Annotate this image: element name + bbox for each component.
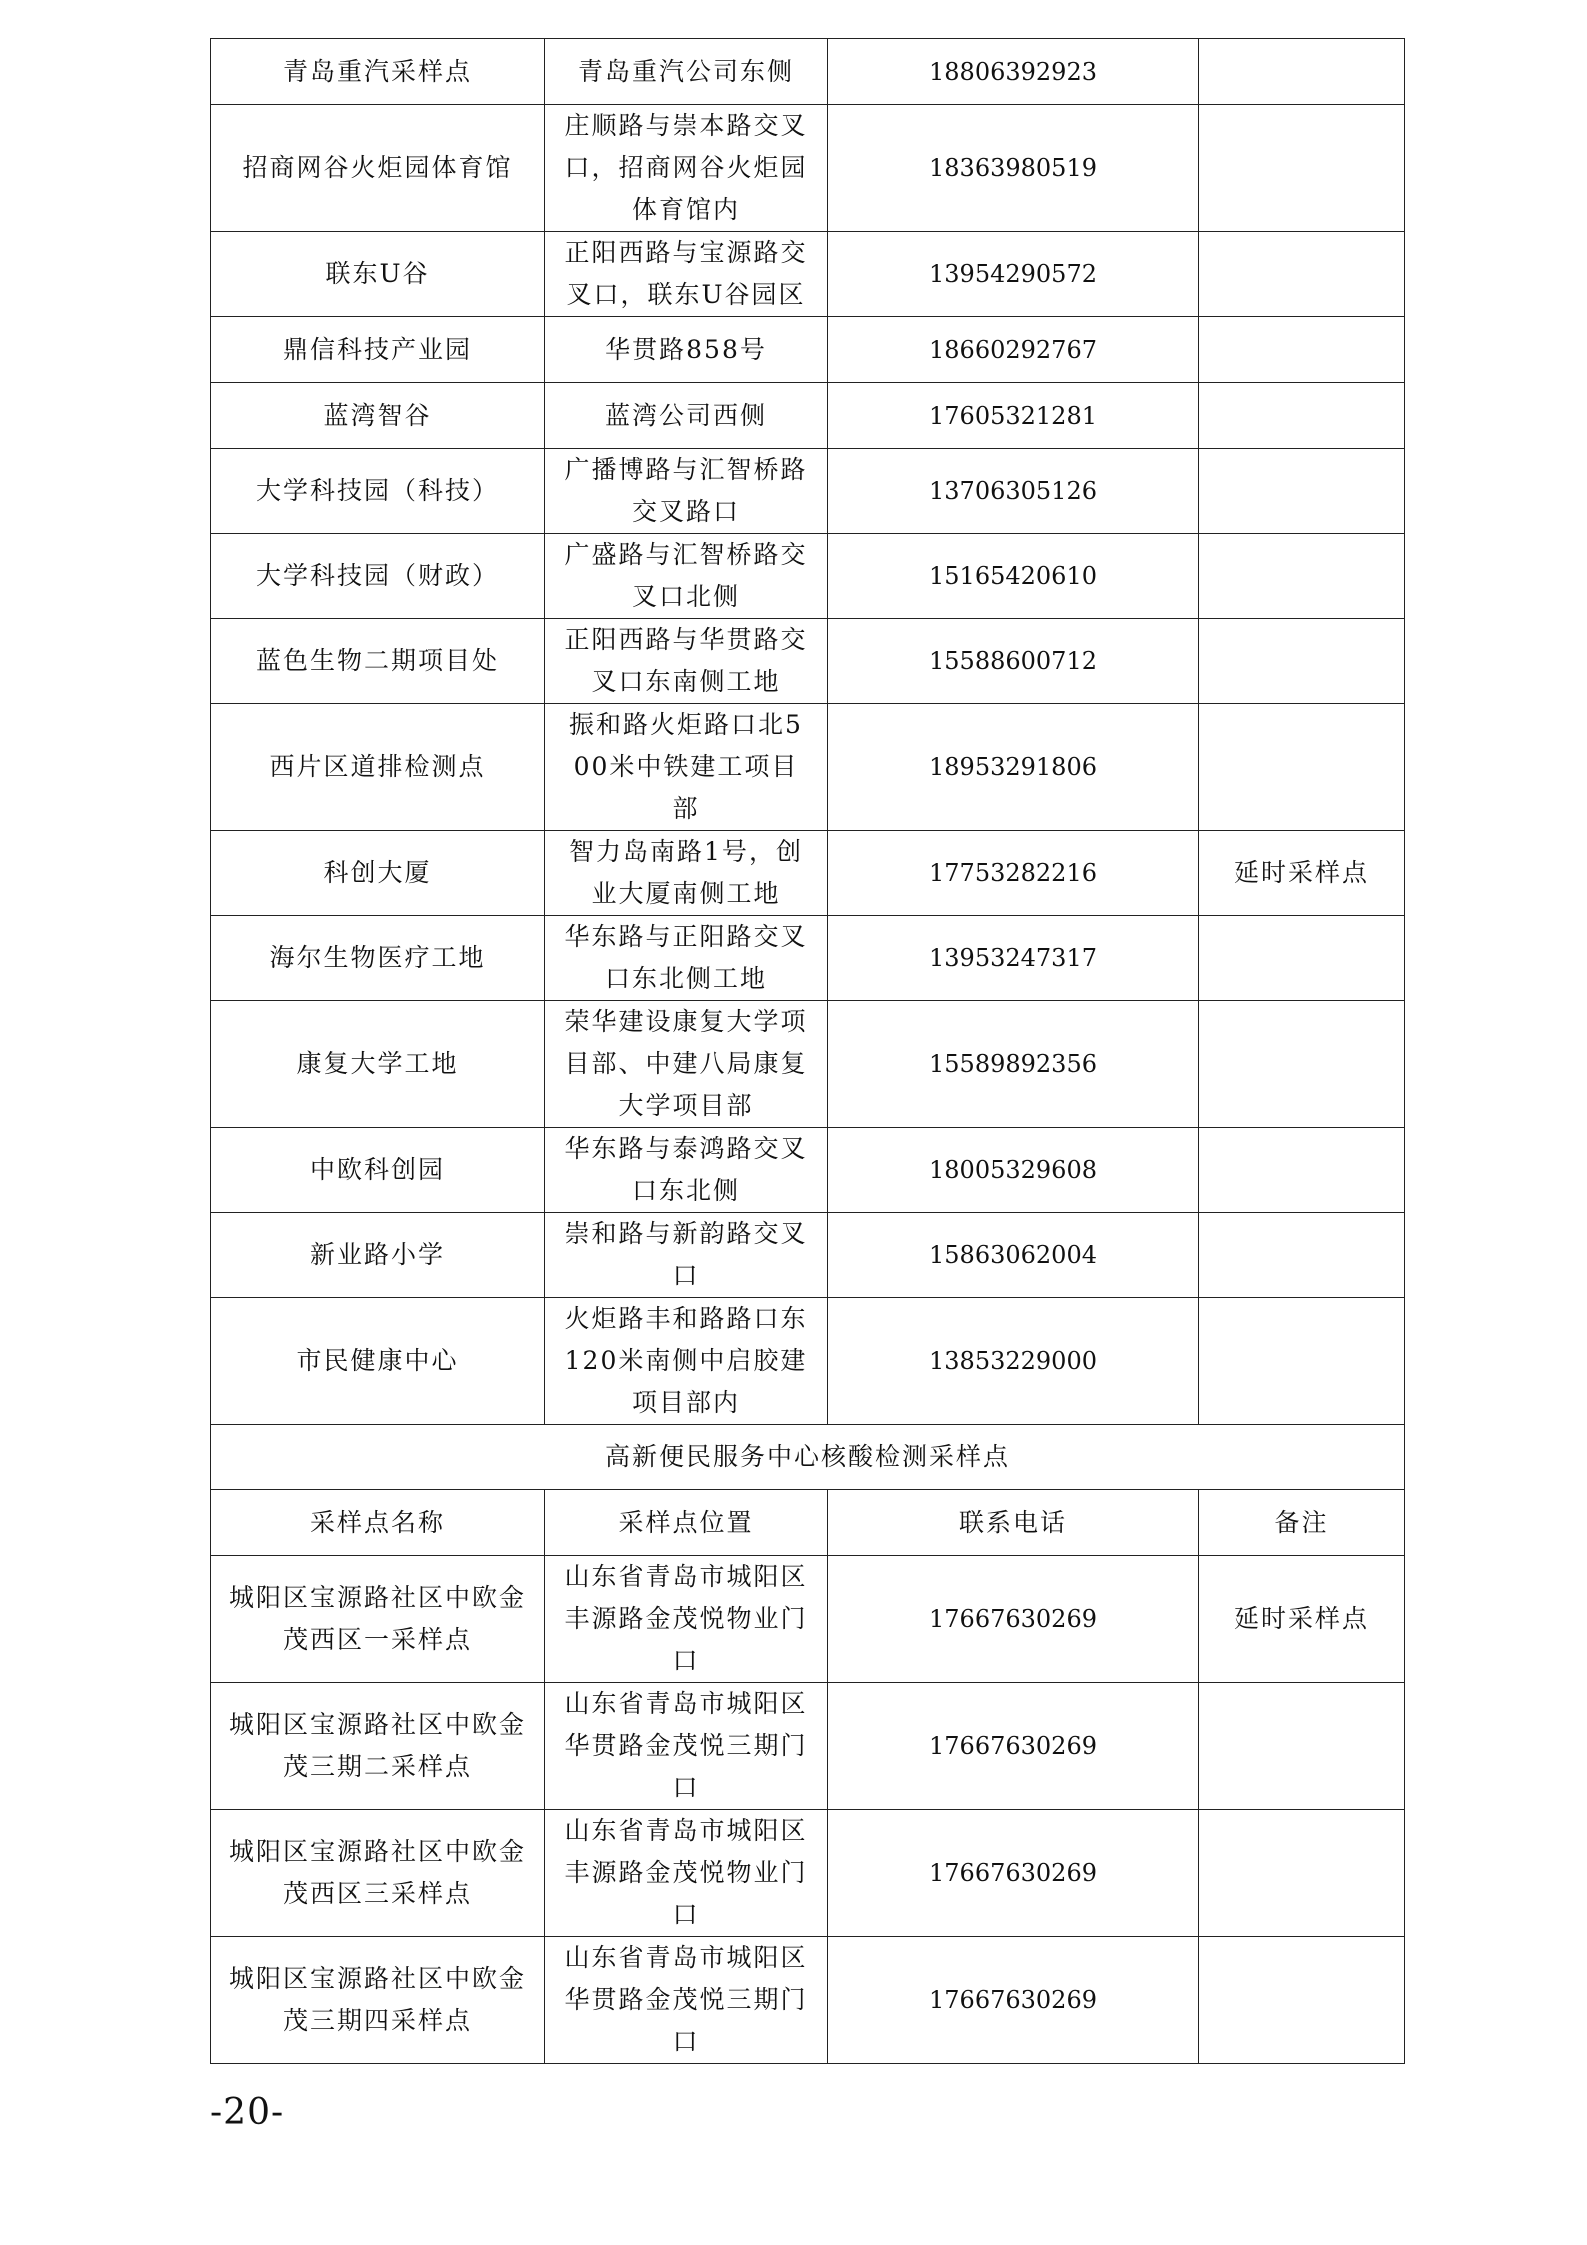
sample-point-name: 城阳区宝源路社区中欧金茂三期二采样点 xyxy=(211,1683,545,1810)
table-row xyxy=(211,39,1405,105)
note xyxy=(1199,449,1405,534)
sample-point-location: 蓝湾公司西侧 xyxy=(545,383,828,449)
contact-phone: 15863062004 xyxy=(828,1213,1199,1298)
sample-point-location: 荣华建设康复大学项目部、中建八局康复大学项目部 xyxy=(545,1001,828,1128)
table-row xyxy=(211,1298,1405,1425)
note xyxy=(1199,916,1405,1001)
section-title: 高新便民服务中心核酸检测采样点 xyxy=(211,1425,1405,1490)
sample-point-location: 庄顺路与崇本路交叉口，招商网谷火炬园体育馆内 xyxy=(545,105,828,232)
table-row xyxy=(211,1128,1405,1213)
contact-phone: 17667630269 xyxy=(828,1556,1199,1683)
note xyxy=(1199,704,1405,831)
sample-point-name: 大学科技园（财政） xyxy=(211,534,545,619)
contact-phone: 18005329608 xyxy=(828,1128,1199,1213)
contact-phone: 18363980519 xyxy=(828,105,1199,232)
contact-phone: 18953291806 xyxy=(828,704,1199,831)
contact-phone: 13953247317 xyxy=(828,916,1199,1001)
note xyxy=(1199,232,1405,317)
table-row xyxy=(211,1937,1405,2064)
table-row xyxy=(211,317,1405,383)
sample-point-location: 华东路与正阳路交叉口东北侧工地 xyxy=(545,916,828,1001)
sample-point-name: 青岛重汽采样点 xyxy=(211,39,545,105)
table-row xyxy=(211,1810,1405,1937)
note xyxy=(1199,39,1405,105)
sample-point-location: 山东省青岛市城阳区华贯路金茂悦三期门口 xyxy=(545,1937,828,2064)
header-row xyxy=(211,1490,1405,1556)
note xyxy=(1199,619,1405,704)
note xyxy=(1199,1810,1405,1937)
contact-phone: 13853229000 xyxy=(828,1298,1199,1425)
contact-phone: 17667630269 xyxy=(828,1810,1199,1937)
note xyxy=(1199,1213,1405,1298)
page-number: -20- xyxy=(210,2092,285,2133)
table-row xyxy=(211,383,1405,449)
note xyxy=(1199,534,1405,619)
note xyxy=(1199,317,1405,383)
note xyxy=(1199,1001,1405,1128)
note xyxy=(1199,1298,1405,1425)
header-phone: 联系电话 xyxy=(828,1490,1199,1556)
section-title-row xyxy=(211,1425,1405,1490)
table-row xyxy=(211,105,1405,232)
note: 延时采样点 xyxy=(1199,1556,1405,1683)
sample-point-name: 大学科技园（科技） xyxy=(211,449,545,534)
sample-point-name: 海尔生物医疗工地 xyxy=(211,916,545,1001)
table-row xyxy=(211,619,1405,704)
contact-phone: 15589892356 xyxy=(828,1001,1199,1128)
contact-phone: 15588600712 xyxy=(828,619,1199,704)
contact-phone: 17667630269 xyxy=(828,1683,1199,1810)
table-row xyxy=(211,449,1405,534)
sample-point-location: 华东路与泰鸿路交叉口东北侧 xyxy=(545,1128,828,1213)
table-row xyxy=(211,1213,1405,1298)
sample-point-location: 山东省青岛市城阳区丰源路金茂悦物业门口 xyxy=(545,1810,828,1937)
sample-point-location: 华贯路858号 xyxy=(545,317,828,383)
table-row xyxy=(211,232,1405,317)
table-row xyxy=(211,704,1405,831)
sample-point-location: 振和路火炬路口北500米中铁建工项目部 xyxy=(545,704,828,831)
sample-point-name: 中欧科创园 xyxy=(211,1128,545,1213)
sample-point-location: 正阳西路与宝源路交叉口，联东U谷园区 xyxy=(545,232,828,317)
sample-point-name: 城阳区宝源路社区中欧金茂西区一采样点 xyxy=(211,1556,545,1683)
table-row xyxy=(211,1556,1405,1683)
sample-point-name: 西片区道排检测点 xyxy=(211,704,545,831)
contact-phone: 17667630269 xyxy=(828,1937,1199,2064)
note xyxy=(1199,105,1405,232)
note xyxy=(1199,1683,1405,1810)
sample-point-location: 山东省青岛市城阳区丰源路金茂悦物业门口 xyxy=(545,1556,828,1683)
sample-point-name: 康复大学工地 xyxy=(211,1001,545,1128)
contact-phone: 15165420610 xyxy=(828,534,1199,619)
sample-point-name: 鼎信科技产业园 xyxy=(211,317,545,383)
sample-point-location: 火炬路丰和路路口东120米南侧中启胶建项目部内 xyxy=(545,1298,828,1425)
sample-point-location: 广播博路与汇智桥路交叉路口 xyxy=(545,449,828,534)
sample-point-name: 市民健康中心 xyxy=(211,1298,545,1425)
contact-phone: 13954290572 xyxy=(828,232,1199,317)
sample-point-location: 崇和路与新韵路交叉口 xyxy=(545,1213,828,1298)
table-row xyxy=(211,534,1405,619)
sample-point-name: 科创大厦 xyxy=(211,831,545,916)
contact-phone: 17753282216 xyxy=(828,831,1199,916)
note xyxy=(1199,1937,1405,2064)
sample-point-name: 蓝色生物二期项目处 xyxy=(211,619,545,704)
header-name: 采样点名称 xyxy=(211,1490,545,1556)
note xyxy=(1199,383,1405,449)
sample-point-location: 广盛路与汇智桥路交叉口北侧 xyxy=(545,534,828,619)
sample-point-name: 新业路小学 xyxy=(211,1213,545,1298)
table-row xyxy=(211,1683,1405,1810)
sample-point-name: 城阳区宝源路社区中欧金茂西区三采样点 xyxy=(211,1810,545,1937)
contact-phone: 17605321281 xyxy=(828,383,1199,449)
sample-point-name: 联东U谷 xyxy=(211,232,545,317)
contact-phone: 13706305126 xyxy=(828,449,1199,534)
table-row xyxy=(211,916,1405,1001)
table-row xyxy=(211,831,1405,916)
table-row xyxy=(211,1001,1405,1128)
sample-point-name: 蓝湾智谷 xyxy=(211,383,545,449)
note: 延时采样点 xyxy=(1199,831,1405,916)
sample-point-location: 山东省青岛市城阳区华贯路金茂悦三期门口 xyxy=(545,1683,828,1810)
sample-point-name: 招商网谷火炬园体育馆 xyxy=(211,105,545,232)
sample-point-location: 青岛重汽公司东侧 xyxy=(545,39,828,105)
contact-phone: 18806392923 xyxy=(828,39,1199,105)
note xyxy=(1199,1128,1405,1213)
sample-point-name: 城阳区宝源路社区中欧金茂三期四采样点 xyxy=(211,1937,545,2064)
sample-point-location: 智力岛南路1号，创业大厦南侧工地 xyxy=(545,831,828,916)
header-note: 备注 xyxy=(1199,1490,1405,1556)
sample-point-location: 正阳西路与华贯路交叉口东南侧工地 xyxy=(545,619,828,704)
sampling-points-table xyxy=(210,38,1405,2064)
contact-phone: 18660292767 xyxy=(828,317,1199,383)
header-location: 采样点位置 xyxy=(545,1490,828,1556)
